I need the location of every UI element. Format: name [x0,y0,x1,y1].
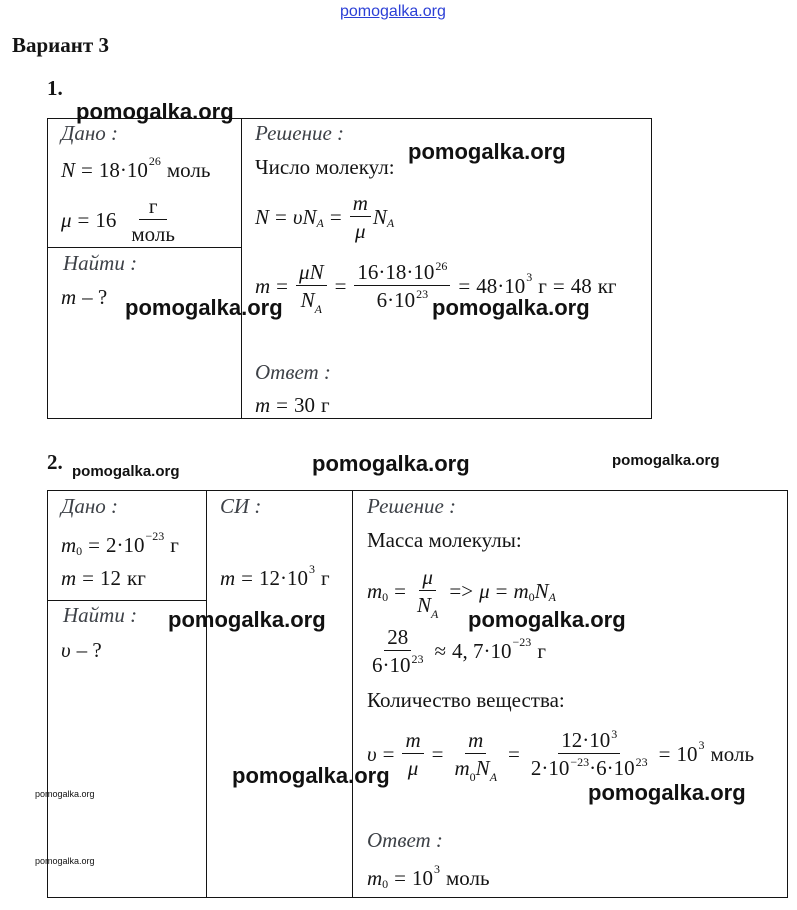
watermark: pomogalka.org [35,789,95,799]
watermark: pomogalka.org [168,607,326,632]
value: 12 [100,566,122,590]
approx-sign: ≈ [434,639,447,663]
var-N: N [255,205,270,229]
result-exponent: −23 [512,635,532,649]
watermark: pomogalka.org [125,295,283,320]
unit: г [537,639,546,663]
unit: кг [597,274,617,298]
equals-sign: = [334,274,347,298]
denominator-mantissa-1: 2·10 [530,756,570,780]
var-N: N [417,593,432,617]
denominator [452,754,501,784]
var-mu: μ [61,208,72,232]
fraction-m-over-m0NA [452,728,501,784]
subscript-A: A [316,216,324,230]
subscript-0: 0 [76,544,83,558]
fraction-mu-over-NA [414,565,441,621]
equals-sign: = [81,158,93,182]
var-m: m [255,393,271,417]
fraction-m-over-mu [402,728,423,780]
equals-sign: = [495,579,508,603]
problem-1-column-divider [241,118,242,419]
value-exponent: 3 [309,562,316,576]
watermark: pomogalka.org [612,452,720,469]
equals-sign: = [458,274,471,298]
equals-sign: = [88,533,101,557]
var-nu: υ [367,742,377,766]
result-mantissa: 10 [676,742,698,766]
equals-sign: = [394,579,407,603]
problem-2-given-m [61,566,146,590]
problem-1-formula-N [255,191,394,243]
problem-2-solution-label: Решение : [367,494,457,518]
problem-1-find-label: Найти : [63,251,138,275]
subscript-0: 0 [528,590,535,604]
var-m: m [61,285,77,309]
watermark: pomogalka.org [312,451,470,476]
subscript-0: 0 [469,770,476,784]
var-N: N [309,260,324,284]
numerator: μ [419,565,436,591]
denominator-exponent-1: −23 [570,755,590,769]
var-m: m [61,533,77,557]
var-m: m [513,579,529,603]
problem-2-number: 2. [47,450,63,474]
var-N: N [302,205,317,229]
var-nu: υ [61,638,71,662]
var-N: N [372,205,387,229]
site-watermark-link[interactable]: pomogalka.org [340,3,446,20]
equals-sign: = [658,742,671,766]
value-mantissa: 12·10 [259,566,309,590]
variant-title: Вариант 3 [12,33,109,57]
watermark: pomogalka.org [408,139,566,164]
problem-2-answer [367,862,490,891]
denominator [369,651,427,677]
value-exponent: 26 [148,154,161,168]
fraction-muN-over-NA [296,260,327,316]
problem-1-solution-label: Решение : [255,121,345,145]
numerator: m [402,728,423,754]
numerator-mantissa: 12·10 [561,728,611,752]
denominator [374,286,432,312]
equals-sign: = [276,393,289,417]
value-mantissa: 18·10 [98,158,148,182]
denominator-mantissa-2: ·6·10 [589,756,635,780]
denominator: μ [407,756,419,780]
denominator [298,286,325,316]
problem-1-given-N [61,154,211,182]
value-exponent: −23 [145,529,165,543]
watermark: pomogalka.org [76,99,234,124]
equals-sign: = [508,742,520,766]
result-exponent: 3 [526,270,533,284]
numerator: 28 [384,625,411,651]
problem-1-answer [255,393,330,417]
problem-1-given-label: Дано : [61,121,119,145]
unit-fraction [128,194,178,246]
var-nu: υ [292,205,303,229]
unit: моль [710,742,755,766]
problem-2-given-m0 [61,529,179,558]
equals-sign: = [276,274,289,298]
problem-2-column-divider-2 [352,490,353,898]
watermark: pomogalka.org [72,463,180,480]
implies-sign: => [449,579,474,603]
numerator [354,260,450,286]
unit: г [170,533,179,557]
var-m: m [454,756,470,780]
watermark: pomogalka.org [432,295,590,320]
watermark: pomogalka.org [588,780,746,805]
unit: г [538,274,547,298]
equals-sign: = [329,205,342,229]
subscript-0: 0 [382,590,389,604]
answer-value: 30 [294,393,316,417]
numerator-exponent: 26 [435,259,448,273]
find-question: – ? [76,638,102,662]
var-m: m [367,579,383,603]
denominator-mantissa: 6·10 [376,288,416,312]
unit: г [321,566,330,590]
problem-2-find-label: Найти : [63,603,138,627]
denominator: μ [355,219,366,243]
result-kg: 48 [570,274,592,298]
denominator-exponent-2: 23 [635,755,648,769]
equals-sign: = [394,866,407,890]
var-N: N [300,288,315,312]
find-question: – ? [82,285,108,309]
answer-exponent: 3 [434,862,441,876]
var-m: m [367,866,383,890]
unit: кг [127,566,146,590]
subscript-A: A [489,770,498,784]
equals-sign: = [275,205,287,229]
problem-2-formula-amount [367,727,755,784]
problem-1-step-label: Число молекул: [255,155,395,179]
fraction-m-over-mu [350,191,371,243]
var-m: m [220,566,236,590]
problem-1-given-mu [61,194,180,246]
problem-1-number: 1. [47,76,63,100]
problem-2-find [61,638,102,662]
problem-2-given-label: Дано : [61,494,119,518]
equals-sign: = [382,742,395,766]
problem-2-step2-label: Количество вещества: [367,688,565,712]
result-exponent: 3 [698,738,705,752]
result-mantissa: 4, 7·10 [452,639,512,663]
fraction-28-over-NA [369,625,427,677]
equals-sign: = [77,208,90,232]
var-m: m [255,274,271,298]
problem-2-answer-label: Ответ : [367,828,443,852]
problem-1-answer-label: Ответ : [255,360,331,384]
denominator [528,754,651,780]
equals-sign: = [431,742,444,766]
equals-sign: = [552,274,565,298]
var-mu: μ [299,260,310,284]
numerator: m [465,728,486,754]
numerator-exponent: 3 [611,727,618,741]
value: 16 [95,208,117,232]
subscript-0: 0 [382,877,389,891]
problem-1-find [61,285,107,309]
fraction-numeric [528,728,651,780]
unit: моль [166,158,211,182]
unit: моль [446,866,490,890]
subscript-A: A [386,216,395,230]
subscript-A: A [548,590,556,604]
denominator [414,591,441,621]
var-mu: μ [479,579,490,603]
problem-2-column-divider-1 [206,490,207,898]
numerator [558,728,620,754]
problem-1-given-find-divider [47,247,242,248]
watermark: pomogalka.org [468,607,626,632]
numerator-mantissa: 16·18·10 [357,260,435,284]
var-N: N [61,158,76,182]
denominator-exponent: 23 [416,287,429,301]
unit: г [321,393,330,417]
var-N: N [475,756,490,780]
result-mantissa: 48·10 [476,274,526,298]
denominator-exponent: 23 [411,652,424,666]
numerator [296,260,327,286]
problem-2-step1-label: Масса молекулы: [367,528,522,552]
equals-sign: = [241,566,254,590]
subscript-A: A [431,607,439,621]
numerator: m [350,191,371,217]
problem-2-si-label: СИ : [220,494,262,518]
denominator-mantissa: 6·10 [372,653,411,677]
unit-denominator: моль [131,222,175,246]
problem-2-given-find-divider [47,600,207,601]
watermark: pomogalka.org [35,856,95,866]
unit-numerator: г [139,194,168,220]
equals-sign: = [82,566,95,590]
var-m: m [61,566,77,590]
problem-2-si-m [220,562,330,590]
watermark: pomogalka.org [232,763,390,788]
value-mantissa: 2·10 [106,533,145,557]
var-N: N [534,579,549,603]
subscript-A: A [314,302,322,316]
answer-mantissa: 10 [412,866,434,890]
